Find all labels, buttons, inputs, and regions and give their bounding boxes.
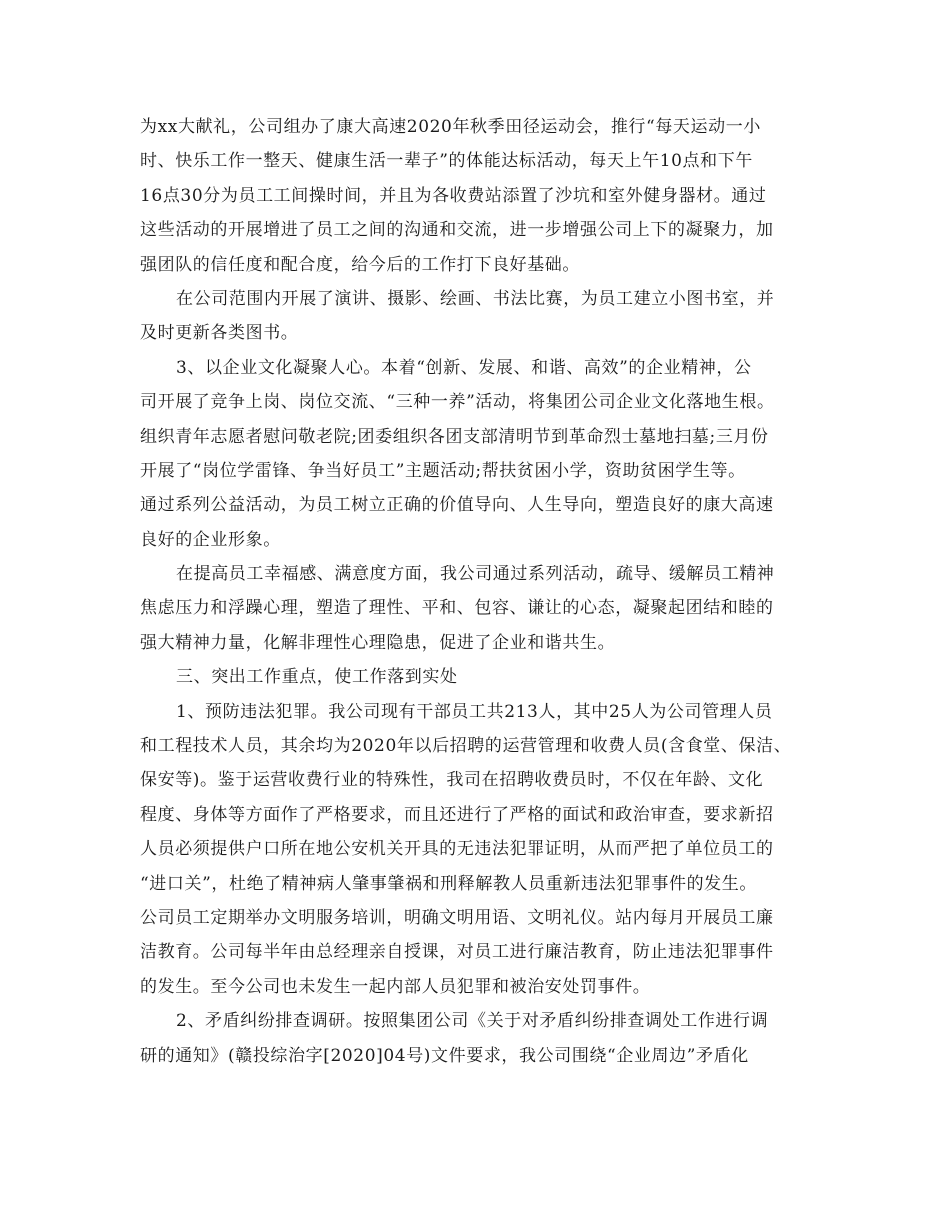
text-line: 在公司范围内开展了演讲、摄影、绘画、书法比赛，为员工建立小图书室，并 [176, 288, 775, 309]
text-line: 程度、身体等方面作了严格要求，而且还进行了严格的面试和政治审查，要求新招 [140, 804, 774, 825]
text-line: 公司员工定期举办文明服务培训，明确文明用语、文明礼仪。站内每月开展员工廉 [140, 907, 774, 928]
text-line: 16点30分为员工工间操时间，并且为各收费站添置了沙坑和室外健身器材。通过 [140, 185, 767, 206]
text-line: 及时更新各类图书。 [140, 323, 299, 344]
text-line: 良好的企业形象。 [140, 529, 281, 550]
text-line: 焦虑压力和浮躁心理，塑造了理性、平和、包容、谦让的心态，凝聚起团结和睦的 [140, 598, 774, 619]
text-line: 强团队的信任度和配合度，给今后的工作打下良好基础。 [140, 254, 580, 275]
text-line: 司开展了竞争上岗、岗位交流、“三种一养”活动，将集团公司企业文化落地生根。 [140, 392, 775, 413]
text-line: 组织青年志愿者慰问敬老院;团委组织各团支部清明节到革命烈士墓地扫墓;三月份 [140, 426, 769, 447]
text-line: 三、突出工作重点，使工作落到实处 [176, 667, 458, 688]
text-line: 时、快乐工作一整天、健康生活一辈子”的体能达标活动，每天上午10点和下午 [140, 151, 753, 172]
text-line: “进口关”，杜绝了精神病人肇事肇祸和刑释解教人员重新违法犯罪事件的发生。 [140, 873, 757, 894]
paragraph [140, 557, 812, 660]
paragraph [140, 660, 812, 694]
paragraph [140, 110, 812, 282]
text-line: 开展了“岗位学雷锋、争当好员工”主题活动;帮扶贫困小学，资助贫困学生等。 [140, 460, 746, 481]
text-line: 和工程技术人员，其余均为2020年以后招聘的运营管理和收费人员(含食堂、保洁、 [140, 736, 792, 757]
text-line: 的发生。至今公司也未发生一起内部人员犯罪和被治安处罚事件。 [140, 976, 651, 997]
text-line: 人员必须提供户口所在地公安机关开具的无违法犯罪证明，从而严把了单位员工的 [140, 839, 774, 860]
paragraph [140, 695, 812, 1005]
text-line: 在提高员工幸福感、满意度方面，我公司通过系列活动，疏导、缓解员工精神 [176, 564, 775, 585]
text-line: 2、矛盾纠纷排查调研。按照集团公司《关于对矛盾纠纷排查调处工作进行调 [176, 1011, 769, 1032]
text-line: 为xx大献礼，公司组办了康大高速2020年秋季田径运动会，推行“每天运动一小 [140, 117, 761, 137]
document-page [140, 110, 812, 1073]
paragraph [140, 282, 812, 351]
text-line: 3、以企业文化凝聚人心。本着“创新、发展、和谐、高效”的企业精神，公 [176, 357, 752, 378]
text-line: 研的通知》(赣投综治字[2020]04号)文件要求，我公司围绕“企业周边”矛盾化 [140, 1045, 749, 1066]
text-line: 这些活动的开展增进了员工之间的沟通和交流，进一步增强公司上下的凝聚力，加 [140, 220, 774, 241]
paragraph [140, 1004, 812, 1073]
text-line: 保安等)。鉴于运营收费行业的特殊性，我司在招聘收费员时，不仅在年龄、文化 [140, 770, 764, 791]
text-line: 通过系列公益活动，为员工树立正确的价值导向、人生导向，塑造良好的康大高速 [140, 495, 774, 516]
text-line: 1、预防违法犯罪。我公司现有干部员工共213人，其中25人为公司管理人员 [176, 701, 773, 722]
text-line: 洁教育。公司每半年由总经理亲自授课，对员工进行廉洁教育，防止违法犯罪事件 [140, 942, 774, 963]
text-line: 强大精神力量，化解非理性心理隐患，促进了企业和谐共生。 [140, 632, 616, 653]
paragraph [140, 351, 812, 557]
